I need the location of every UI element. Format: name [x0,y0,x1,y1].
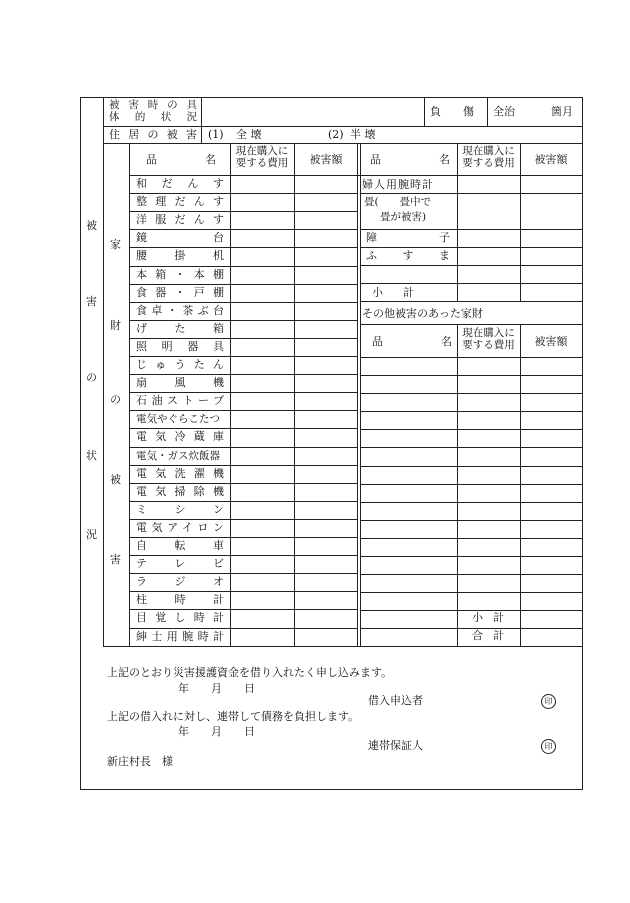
grid-line [360,375,583,376]
grid-line [360,411,583,412]
grid-line [360,324,583,325]
grid-line [424,97,425,126]
side-label-outer-char: 状 [86,449,97,462]
option1-text[interactable]: 全 壊 [236,128,262,141]
grid-line [357,143,358,646]
option1-number: (1) [208,128,224,141]
guarantee-date[interactable]: 年 月 日 [178,725,255,738]
left-item-14: 電気冷蔵庫 [136,430,224,444]
situation-label-line2: 体 的 状 況 [109,111,197,123]
grid-line [360,393,583,394]
grid-line [230,143,231,646]
grid-line [457,324,458,646]
guarantor-seal: 印 [541,739,556,754]
left-item-0: 和だんす [136,177,224,190]
grid-line [520,324,521,646]
right-item-tatami-line2: 畳が被害) [380,211,427,223]
grid-line [360,301,583,302]
left-item-22: ラジオ [136,575,224,589]
left-item-3: 鏡台 [136,231,224,245]
left-item-17: 電気掃除機 [136,484,224,498]
applicant-label: 借入申込者 [368,694,423,707]
other-item-header: 品 名 [372,335,452,348]
grid-line [360,283,583,284]
left-item-21: テレビ [136,557,224,571]
right-damage-header: 被害額 [534,153,568,166]
left-item-9: 照明器具 [136,339,224,353]
grid-line [360,466,583,467]
left-item-5: 本箱・本棚 [136,267,224,281]
left-item-12: 石油ストーブ [136,394,224,408]
applicant-seal: 印 [541,694,556,709]
left-item-2: 洋服だんす [136,213,224,227]
guarantor-label: 連帯保証人 [368,739,423,752]
left-item-20: 自転車 [136,539,224,552]
left-damage-header: 被害額 [309,153,343,166]
left-item-13: 電気やぐらこたつ [136,413,220,426]
right-item-shoji: 障子 [366,231,450,244]
situation-label-line1: 被 害 時 の 具 [109,99,197,111]
right-item-ladies-watch: 婦人用腕時計 [362,178,434,191]
small-total-label: 小 計 [472,611,504,624]
grid-line [201,97,202,143]
side-label-outer-char: の [86,371,97,384]
left-item-7: 食卓・茶ぶ台 [136,303,224,317]
other-damaged-items-heading: その他被害のあった家財 [362,307,483,320]
right-item-tatami-line1: 畳( 畳中で [364,196,432,208]
injury-label: 負 傷 [430,105,474,118]
grid-line [103,646,583,647]
left-item-25: 紳士用腕時計 [136,629,224,643]
grid-line [360,357,583,358]
left-item-19: 電気アイロン [136,520,224,534]
grid-line [360,447,583,448]
grid-line [360,592,583,593]
right-subtotal-label: 小 計 [372,286,414,299]
left-item-6: 食器・戸棚 [136,285,224,299]
grid-line [360,538,583,539]
side-label-inner-char: 害 [110,553,121,566]
left-cost-header: 現在購入に 要する費用 [235,145,289,169]
left-item-23: 柱時計 [136,593,224,607]
right-item-fusuma: ふすま [366,249,450,262]
side-label-outer-char: 被 [86,219,97,232]
option2-number: (2) [328,128,344,141]
grid-line [360,502,583,503]
grid-line [103,143,583,144]
months-label: 箇月 [551,105,573,118]
grid-line [487,97,488,126]
grid-line [360,429,583,430]
guarantee-statement: 上記の借入れに対し、連帯して債務を負担します。 [107,710,360,723]
side-label-inner-char: の [110,393,121,406]
other-damage-header: 被害額 [534,335,568,348]
recovery-label: 全治 [493,105,515,118]
grid-line [360,193,583,194]
left-item-10: じゅうたん [136,358,224,371]
left-item-24: 目覚し時計 [136,611,224,625]
side-label-outer-char: 害 [86,295,97,308]
left-item-header: 品 名 [146,153,216,166]
grand-total-label: 合 計 [472,629,504,642]
left-item-4: 腰掛机 [136,249,224,263]
grid-line [103,97,104,646]
option2-text[interactable]: 半 壊 [350,128,376,141]
grid-line [129,143,130,646]
side-label-inner-char: 家 [110,238,121,251]
right-item-header: 品 名 [370,153,450,166]
left-item-1: 整理だんす [136,195,224,209]
grid-line [360,143,361,646]
application-statement: 上記のとおり災害援護資金を借り入れたく申し込みます。 [107,666,393,679]
application-date[interactable]: 年 月 日 [178,682,255,695]
other-cost-header: 現在購入に 要する費用 [462,327,515,351]
side-label-outer-char: 況 [86,528,97,541]
right-cost-header: 現在購入に 要する費用 [462,145,515,169]
residence-label: 住 居 の 被 害 [109,128,197,141]
left-item-8: げた箱 [136,321,224,335]
addressee: 新庄村長 様 [107,755,173,768]
left-item-11: 扇風機 [136,376,224,390]
side-label-inner-char: 財 [110,319,121,332]
side-label-inner-char: 被 [110,473,121,486]
grid-line [360,520,583,521]
grid-line [360,265,583,266]
grid-line [294,143,295,646]
left-item-15: 電気・ガス炊飯器 [136,449,220,462]
left-item-18: ミシン [136,502,224,516]
left-item-16: 電気洗濯機 [136,466,224,480]
grid-line [360,556,583,557]
grid-line [360,484,583,485]
grid-line [360,574,583,575]
